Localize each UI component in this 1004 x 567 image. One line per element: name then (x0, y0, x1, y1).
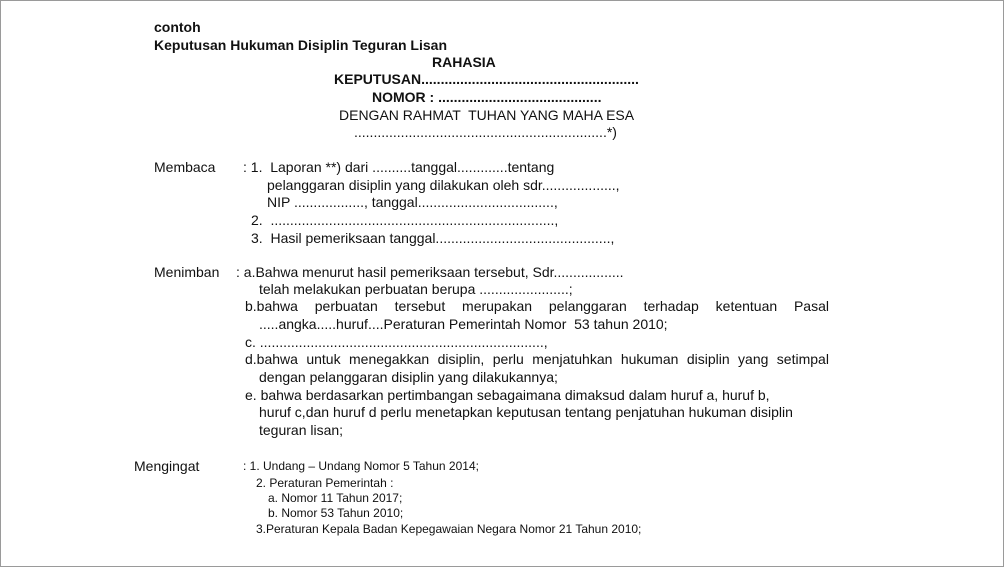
menimbang-c-line: c. ........................................................................., (245, 334, 548, 350)
menimbang-d-line-2: dengan pelanggaran disiplin yang dilakukannya; (259, 369, 558, 385)
word: setimpal (776, 351, 829, 367)
membaca-line-3: NIP .................., tanggal..................................., (267, 194, 558, 210)
contoh-label: contoh (154, 19, 201, 35)
word: menegakkan (349, 351, 430, 367)
nomor-heading: NOMOR : .......................................... (372, 89, 602, 105)
word: untuk (306, 351, 341, 367)
word: disiplin (686, 351, 730, 367)
word: merupakan (462, 298, 533, 314)
menimbang-e-line-3: teguran lisan; (259, 422, 344, 438)
menimbang-e-line-1: e. bahwa berdasarkan pertimbangan sebagaimana dimaksud dalam huruf a, huruf b, (245, 387, 770, 403)
membaca-line-2: pelanggaran disiplin yang dilakukan oleh sdr..................., (267, 177, 620, 193)
word: menjatuhkan (532, 351, 613, 367)
mengingat-line-4: b. Nomor 53 Tahun 2010; (268, 506, 404, 520)
menimbang-e-line-2: huruf c,dan huruf d perlu menetapkan keputusan tentang penjatuhan hukuman disiplin (259, 404, 793, 420)
word: hukuman (620, 351, 679, 367)
menimbang-a-line-1: : a.Bahwa menurut hasil pemeriksaan tersebut, Sdr.................. (236, 264, 624, 280)
rahmat-line: DENGAN RAHMAT TUHAN YANG MAHA ESA (339, 107, 635, 123)
word: yang (738, 351, 769, 367)
menimbang-b-line-2: .....angka.....huruf....Peraturan Pemerintah Nomor 53 tahun 2010; (259, 316, 668, 332)
word: Pasal (793, 298, 829, 314)
keputusan-heading: KEPUTUSAN........................................................ (334, 71, 639, 87)
membaca-line-5: 3. Hasil pemeriksaan tanggal............................................., (251, 230, 615, 246)
word: tersebut (394, 298, 446, 314)
menimbang-label: Menimban (154, 264, 220, 280)
word: b.bahwa (245, 298, 298, 314)
word: disiplin, (437, 351, 485, 367)
word: d.bahwa (245, 351, 298, 367)
rahasia-label: RAHASIA (432, 54, 496, 70)
document-title: Keputusan Hukuman Disiplin Teguran Lisan (154, 37, 447, 53)
menimbang-b-line-1 (245, 299, 829, 313)
mengingat-line-5: 3.Peraturan Kepala Badan Kepegawaian Negara Nomor 21 Tahun 2010; (256, 522, 642, 536)
mengingat-line-2: 2. Peraturan Pemerintah : (256, 476, 394, 490)
mengingat-label: Mengingat (134, 458, 200, 474)
word: terhadap (643, 298, 699, 314)
membaca-label: Membaca (154, 159, 216, 175)
menimbang-a-line-2: telah melakukan perbuatan berupa .......................; (259, 281, 573, 297)
mengingat-line-3: a. Nomor 11 Tahun 2017; (268, 491, 403, 505)
dots-line: .................................................................*) (354, 124, 617, 140)
word: pelanggaran (548, 298, 627, 314)
membaca-line-4: 2. ........................................................................., (251, 212, 559, 228)
word: ketentuan (715, 298, 778, 314)
word: perlu (492, 351, 524, 367)
mengingat-line-1: : 1. Undang – Undang Nomor 5 Tahun 2014; (243, 459, 479, 473)
menimbang-d-line-1 (245, 352, 829, 366)
membaca-line-1: : 1. Laporan **) dari ..........tanggal.............tentang (243, 159, 555, 175)
word: perbuatan (314, 298, 378, 314)
